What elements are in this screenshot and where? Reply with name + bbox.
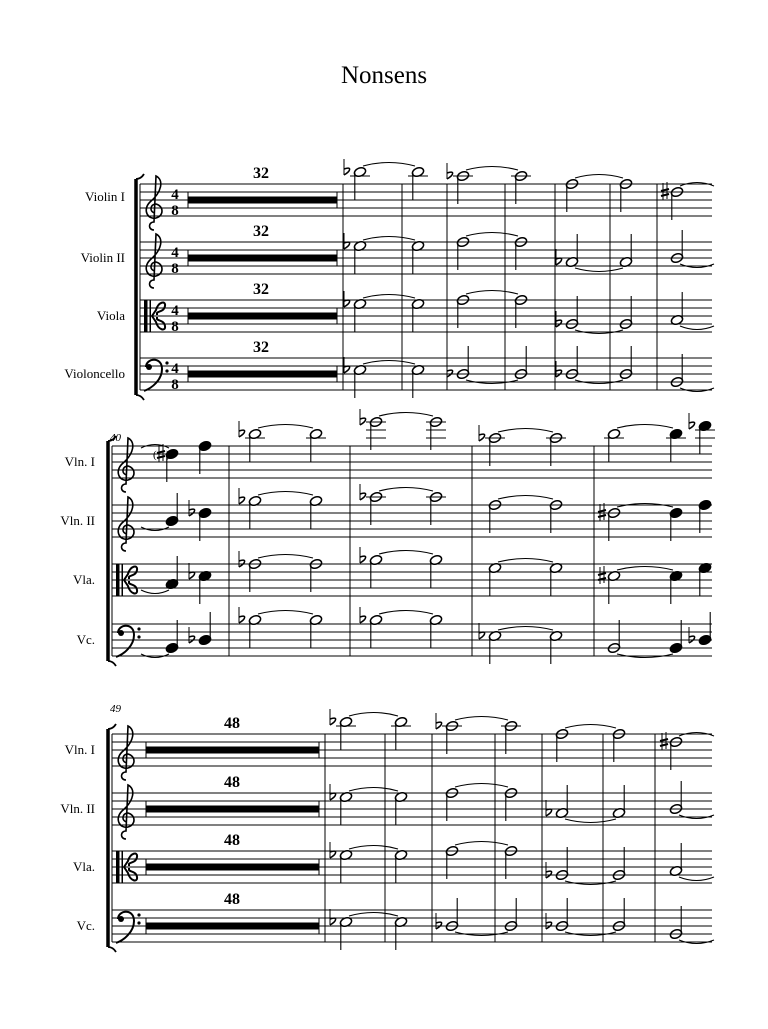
multi-measure-rest: [188, 197, 337, 204]
quarter-note: [669, 507, 683, 541]
instrument-label: Vc.: [76, 918, 95, 933]
quarter-note: [198, 507, 212, 541]
half-note: [669, 736, 683, 770]
half-note: [394, 716, 408, 750]
tie: [455, 717, 508, 721]
multirest-count: 48: [224, 715, 240, 732]
half-note: [504, 720, 518, 754]
half-note: [429, 416, 443, 450]
tie: [379, 413, 433, 417]
tie: [466, 167, 518, 171]
quarter-note: [669, 620, 683, 654]
half-note: [670, 292, 684, 326]
half-note: [612, 728, 626, 762]
flat-icon: [546, 862, 552, 878]
sharp-icon: [157, 444, 165, 462]
flat-icon: [556, 249, 562, 265]
measure-number: 40: [110, 432, 121, 444]
half-note: [514, 236, 528, 270]
flat-icon: [447, 361, 453, 377]
half-note: [429, 491, 443, 525]
flat-icon: [330, 909, 336, 925]
flat-icon: [189, 500, 195, 516]
flat-icon: [330, 784, 336, 800]
quarter-note: [669, 428, 683, 462]
tie: [363, 361, 415, 365]
half-note: [555, 898, 569, 932]
half-note: [445, 720, 459, 754]
quarter-note: [698, 562, 712, 596]
sharp-icon: [661, 182, 669, 200]
half-note: [555, 785, 569, 819]
multirest-count: 32: [253, 339, 269, 356]
half-note: [456, 346, 470, 380]
quarter-note: [669, 570, 683, 604]
half-note: [619, 296, 633, 330]
tie: [575, 268, 623, 272]
half-note: [607, 620, 621, 654]
half-note: [612, 898, 626, 932]
flat-icon: [344, 233, 350, 249]
half-note: [619, 178, 633, 212]
half-note: [353, 298, 367, 332]
half-note: [607, 570, 621, 604]
tie: [258, 611, 313, 615]
multi-measure-rest: [188, 313, 337, 320]
tie: [565, 819, 616, 823]
tie: [379, 488, 433, 492]
tie: [498, 559, 553, 563]
time-sig-top: 4: [171, 245, 179, 261]
tie: [498, 627, 553, 631]
half-note: [248, 428, 262, 462]
tie: [379, 551, 433, 555]
instrument-label: Viola: [96, 308, 125, 323]
tie: [258, 555, 313, 559]
tie: [363, 295, 415, 299]
half-note: [411, 166, 425, 200]
flat-icon: [479, 623, 485, 639]
multi-measure-rest: [188, 371, 337, 378]
half-note: [339, 916, 353, 950]
tie: [349, 913, 398, 917]
half-note: [445, 898, 459, 932]
tie: [466, 291, 518, 295]
time-sig-top: 4: [171, 187, 179, 203]
bracket-hook: [108, 724, 116, 729]
tie: [565, 725, 616, 729]
time-sig-top: 4: [171, 303, 179, 319]
half-note: [339, 849, 353, 883]
half-note: [504, 787, 518, 821]
instrument-label: Violin II: [80, 250, 125, 265]
half-note: [411, 364, 425, 398]
bass-clef-icon: [144, 360, 169, 391]
instrument-label: Vla.: [72, 859, 95, 874]
sharp-icon: [598, 566, 606, 584]
half-note: [670, 186, 684, 220]
half-note: [619, 346, 633, 380]
half-note: [339, 791, 353, 825]
half-note: [504, 845, 518, 879]
flat-icon: [360, 607, 366, 623]
half-note: [549, 432, 563, 466]
flat-icon: [239, 607, 245, 623]
half-note: [369, 491, 383, 525]
multirest-count: 32: [253, 223, 269, 240]
bracket-hook: [108, 661, 116, 666]
half-note: [607, 507, 621, 541]
multirest-count: 32: [253, 281, 269, 298]
multirest-count: 32: [253, 165, 269, 182]
flat-icon: [360, 484, 366, 500]
bracket-hook: [136, 395, 144, 400]
flat-icon: [436, 913, 442, 929]
half-note: [309, 614, 323, 648]
half-note: [565, 346, 579, 380]
half-note: [549, 499, 563, 533]
instrument-label: Violin I: [84, 189, 125, 204]
half-note: [456, 294, 470, 328]
half-note: [514, 346, 528, 380]
half-note: [369, 614, 383, 648]
half-note: [612, 847, 626, 881]
flat-icon: [479, 425, 485, 441]
multi-measure-rest: [146, 806, 319, 813]
quarter-note: [165, 493, 179, 527]
half-note: [669, 906, 683, 940]
sharp-icon: [660, 732, 668, 750]
tie: [466, 233, 518, 237]
flat-icon: [239, 488, 245, 504]
bracket-hook: [136, 174, 144, 179]
multirest-count: 48: [224, 774, 240, 791]
half-note: [488, 499, 502, 533]
multi-measure-rest: [146, 923, 319, 930]
tie: [575, 175, 623, 179]
tie: [363, 163, 415, 167]
quarter-note: [165, 620, 179, 654]
tie: [498, 429, 553, 433]
instrument-label: Vln. II: [60, 801, 95, 816]
half-note: [369, 416, 383, 450]
paren-icon: (: [153, 449, 157, 461]
half-note: [456, 236, 470, 270]
tie: [258, 492, 313, 496]
score-title: Nonsens: [340, 62, 428, 89]
instrument-label: Vla.: [72, 572, 95, 587]
tie: [679, 877, 714, 881]
half-note: [549, 562, 563, 596]
half-note: [670, 354, 684, 388]
half-note: [411, 298, 425, 332]
half-note: [565, 234, 579, 268]
time-sig-bottom: 8: [171, 203, 179, 219]
half-note: [504, 898, 518, 932]
half-note: [488, 562, 502, 596]
half-note: [309, 428, 323, 462]
half-note: [669, 781, 683, 815]
multirest-count: 48: [224, 832, 240, 849]
flat-icon: [344, 159, 350, 175]
instrument-label: Vln. I: [64, 742, 95, 757]
half-note: [309, 495, 323, 529]
multirest-count: 48: [224, 891, 240, 908]
half-note: [607, 428, 621, 462]
half-note: [619, 234, 633, 268]
tie: [455, 842, 508, 846]
flat-icon: [436, 713, 442, 729]
flat-icon: [546, 913, 552, 929]
half-note: [369, 554, 383, 588]
time-sig-bottom: 8: [171, 319, 179, 335]
half-note: [248, 495, 262, 529]
half-note: [555, 847, 569, 881]
tie: [258, 425, 313, 429]
flat-icon: [689, 627, 695, 643]
flat-icon: [330, 842, 336, 858]
quarter-note: [198, 440, 212, 474]
flat-icon: [344, 357, 350, 373]
tie: [363, 237, 415, 241]
tie: [349, 713, 398, 717]
half-note: [514, 294, 528, 328]
measure-number: 49: [110, 703, 121, 715]
half-note: [445, 845, 459, 879]
half-note: [555, 728, 569, 762]
half-note: [339, 716, 353, 750]
half-note: [248, 614, 262, 648]
paren-icon: ): [166, 449, 170, 461]
half-note: [670, 230, 684, 264]
half-note: [353, 240, 367, 274]
tie: [498, 496, 553, 500]
half-note: [429, 554, 443, 588]
half-note: [394, 791, 408, 825]
tie: [349, 788, 398, 792]
flat-icon: [330, 709, 336, 725]
flat-icon: [360, 409, 366, 425]
multi-measure-rest: [146, 864, 319, 871]
tie: [349, 846, 398, 850]
time-sig-bottom: 8: [171, 261, 179, 277]
bass-clef-icon: [116, 912, 141, 943]
half-note: [456, 170, 470, 204]
half-note: [394, 849, 408, 883]
instrument-label: Vc.: [76, 632, 95, 647]
tie: [680, 326, 714, 330]
half-note: [411, 240, 425, 274]
quarter-note: [698, 420, 712, 454]
time-sig-bottom: 8: [171, 377, 179, 393]
tie: [617, 425, 673, 429]
multi-measure-rest: [188, 255, 337, 262]
flat-icon: [556, 361, 562, 377]
half-note: [612, 785, 626, 819]
flat-icon: [239, 551, 245, 567]
half-note: [353, 364, 367, 398]
quarter-note: [165, 556, 179, 590]
quarter-note: [698, 499, 712, 533]
half-note: [394, 916, 408, 950]
half-note: [248, 558, 262, 592]
bass-clef-icon: [116, 626, 141, 657]
half-note: [565, 178, 579, 212]
flat-icon: [344, 291, 350, 307]
quarter-note: [198, 570, 212, 604]
tie: [455, 784, 508, 788]
quarter-note: [198, 612, 212, 646]
flat-icon: [189, 563, 195, 579]
half-note: [309, 558, 323, 592]
instrument-label: Vln. I: [64, 454, 95, 469]
tie: [617, 567, 673, 571]
flat-icon: [239, 421, 245, 437]
tie: [379, 611, 433, 615]
multi-measure-rest: [146, 747, 319, 754]
half-note: [549, 630, 563, 664]
flat-icon: [360, 547, 366, 563]
half-note: [429, 614, 443, 648]
quarter-note: [698, 612, 712, 646]
half-note: [445, 787, 459, 821]
flat-icon: [546, 800, 552, 816]
instrument-label: Vln. II: [60, 513, 95, 528]
half-note: [488, 432, 502, 466]
half-note: [514, 170, 528, 204]
flat-icon: [556, 311, 562, 327]
time-sig-top: 4: [171, 361, 179, 377]
flat-icon: [189, 627, 195, 643]
bracket-hook: [108, 947, 116, 952]
half-note: [669, 843, 683, 877]
half-note: [353, 166, 367, 200]
tie: [141, 590, 169, 594]
flat-icon: [689, 413, 695, 429]
half-note: [565, 296, 579, 330]
flat-icon: [447, 163, 453, 179]
instrument-label: Violoncello: [64, 366, 125, 381]
half-note: [488, 630, 502, 664]
sharp-icon: [598, 503, 606, 521]
